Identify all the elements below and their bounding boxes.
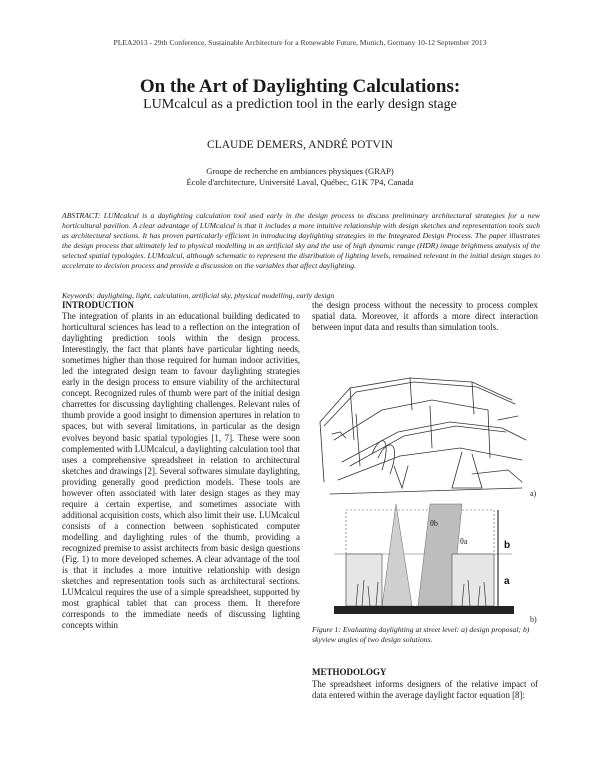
paper-title: On the Art of Daylighting Calculations: [139,76,461,97]
affiliation [0,166,600,188]
dimension-b-label: b [504,540,511,551]
figure-1-caption: Figure 1: Evaluating daylighting at street level: a) design proposal; b) skyview angles of two design solutions. [312,625,530,644]
figure-1a-sketch [320,378,526,494]
figure-1b-diagram [334,504,514,614]
methodology-body: The spreadsheet informs designers of the relative impact of data entered within the average daylight factor equation [8]: [312,679,538,701]
methodology-heading: METHODOLOGY [312,667,387,677]
conference-header: PLEA2013 - 29th Conference, Sustainable Architecture for a Renewable Future, Munich, Germany 10-12 September 2013 [113,38,487,47]
theta-a-label: θa [460,537,468,546]
keywords: Keywords: daylighting, light, calculation, artificial sky, physical modelling, early design [62,291,335,300]
abstract-text: LUMcalcul is a daylighting calculation tool used early in the design process to discuss preliminary architectural strategies for a new horticultural pavilion. A clear advantage of LUMcalcul is that it includes a more intuitive relationship with design sketches and representation tools such as architectural sections. It has proven particularly efficient in introducing daylighting strategies in the Integrated Design Process. The paper illustrates the design process that ultimately led to physical modelling in an artificial sky and the use of high dynamic range (HDR) image brightness analysis of the selected spatial typologies. LUMcalcul, although schematic to represent the distribution of lighting levels, remained relevant in the initial design stages to accelerate to decision process and provide a discussion on the variables that affect daylighting. [62,211,540,270]
introduction-heading: INTRODUCTION [62,300,135,310]
dimension-a-label: a [504,576,510,587]
introduction-body: The integration of plants in an educational building dedicated to horticultural sciences has lead to a reflection on the integration of daylighting prediction tools within the design process. Interestingly, the fact that plants have particular lighting needs, sometimes higher than those required for human indoor activities, led the integrated design team to favour daylighting strategies early in the design process to ensure viability of the architectural concept. Recognized rules of thumb were part of the initial design charrettes for discussing daylighting challenges. Relevant rules of thumb provide a good insight to dimension apertures in relation to spaces, but with several limitations, in particular as the design evolves beyond basic spatial typologies [1, 7]. These were soon complemented with LUMcalcul, a daylighting calculation tool that uses a comprehensive spreadsheet in relation to architectural sketches and drawings [2]. Several softwares simulate daylighting, providing generally good prediction models. These tools are however often associated with later design stages as they may require a certain expertise, and sometimes associate with additional acquisition costs, which also limit their use. LUMcalcul consists of a connection between sophisticated computer modelling and daylighting rules of the thumb, providing a recognized premise to assist architects from basic design questions (Fig. 1) to more developed schemes. A clear advantage of the tool is that it includes a more intuitive relationship with design sketches and representation tools such as architectural sections. LUMcalcul requires the use of a simple spreadsheet, supported by most graphical tablet that can process them. It therefore corresponds to the immediate needs of discussing lighting concepts within [62,311,300,631]
abstract-label: ABSTRACT: [62,211,101,220]
figure-label-b: b) [530,615,537,624]
paper-subtitle: LUMcalcul as a prediction tool in the early design stage [143,97,457,112]
affiliation-line-1: Groupe de recherche en ambiances physiques (GRAP) [206,166,394,176]
right-column-intro-continued: the design process without the necessity to process complex spatial data. Moreover, it affords a more direct interaction between input data and results than simulation tools. [312,300,538,333]
authors: CLAUDE DEMERS, ANDRÉ POTVIN [207,139,393,151]
figure-label-a: a) [530,489,537,498]
theta-b-label: θb [430,519,438,528]
figure-1 [312,370,538,624]
affiliation-line-2: École d'architecture, Université Laval, Québec, G1K 7P4, Canada [186,177,414,187]
abstract [62,211,540,270]
